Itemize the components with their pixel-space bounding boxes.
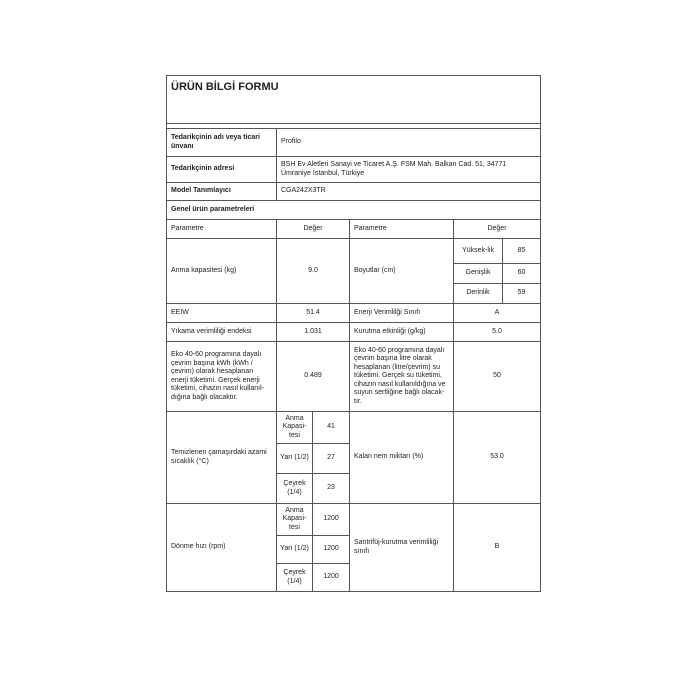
dimensions-label: Boyutlar (cm) [350, 239, 454, 304]
dimension-depth-value: 59 [503, 284, 541, 304]
energy-consumption-value: 0.489 [277, 342, 350, 412]
temp-rated-value: 41 [313, 412, 350, 444]
header-param-right: Parametre [350, 220, 454, 239]
supplier-name-value: Profilo [277, 129, 541, 157]
max-temperature-label: Temizlenen çamaşırdaki azami sıcaklık (°C) [167, 412, 277, 504]
washing-efficiency-label: Yıkama verimliliği endeksi [167, 323, 277, 342]
spin-drying-class-value: B [454, 504, 541, 592]
supplier-address-value: BSH Ev Aletleri Sanayi ve Ticaret A.Ş. FSM Mah. Balkan Cad. 51, 34771 Ümraniye İstanbul, Türkiye [277, 157, 541, 183]
dimension-width-label: Genişlik [454, 264, 503, 284]
spin-rated-value: 1200 [313, 504, 350, 536]
water-consumption-label: Eko 40-60 programına dayalı çevrim başına litre olarak hesaplanan (litre/çevrim) su tüketimi. Gerçek su tüketimi, cihazın nasıl kullanıldığına ve suyun sertliğine bağlı olacak-tır. [350, 342, 454, 412]
spin-half-label: Yarı (1/2) [277, 536, 313, 564]
drying-efficiency-label: Kurutma etkinliği (g/kg) [350, 323, 454, 342]
spin-quarter-value: 1200 [313, 564, 350, 592]
spin-speed-label: Dönme hızı (rpm) [167, 504, 277, 592]
water-consumption-value: 50 [454, 342, 541, 412]
spin-rated-label: Anma Kapasi-tesi [277, 504, 313, 536]
residual-moisture-value: 53.0 [454, 412, 541, 504]
dimension-depth-label: Derinlik [454, 284, 503, 304]
rated-capacity-value: 9.0 [277, 239, 350, 304]
dimension-height-value: 85 [503, 239, 541, 264]
energy-class-value: A [454, 304, 541, 323]
header-value-left: Değer [277, 220, 350, 239]
drying-efficiency-value: 5.0 [454, 323, 541, 342]
spin-half-value: 1200 [313, 536, 350, 564]
temp-half-value: 27 [313, 444, 350, 474]
product-info-form [166, 75, 540, 592]
dimension-height-label: Yüksek-lik [454, 239, 503, 264]
header-value-right: Değer [454, 220, 541, 239]
spin-quarter-label: Çeyrek (1/4) [277, 564, 313, 592]
model-value: CGA242X3TR [277, 183, 541, 201]
header-param-left: Parametre [167, 220, 277, 239]
supplier-name-label: Tedarikçinin adı veya ticari ünvanı [167, 129, 277, 157]
eeiw-label: EEIW [167, 304, 277, 323]
general-heading: Genel ürün parametreleri [167, 201, 541, 220]
product-info-table [166, 75, 541, 592]
rated-capacity-label: Anma kapasitesi (kg) [167, 239, 277, 304]
model-label: Model Tanımlayıcı [167, 183, 277, 201]
temp-quarter-value: 23 [313, 474, 350, 504]
eeiw-value: 51.4 [277, 304, 350, 323]
form-title: ÜRÜN BİLGİ FORMU [167, 76, 541, 124]
temp-half-label: Yarı (1/2) [277, 444, 313, 474]
energy-consumption-label: Eko 40-60 programına dayalı çevrim başına kWh (kWh / çevrim) olarak hesaplanan enerji tüketimi. Gerçek enerji tüketimi, cihazın nasıl kullanıl-dığına bağlı olacaktır. [167, 342, 277, 412]
temp-rated-label: Anma Kapasi-tesi [277, 412, 313, 444]
residual-moisture-label: Kalan nem miktarı (%) [350, 412, 454, 504]
washing-efficiency-value: 1.031 [277, 323, 350, 342]
spin-drying-class-label: Santrifüj-kurutma verimliliği sınıfı [350, 504, 454, 592]
supplier-address-label: Tedarikçinin adresi [167, 157, 277, 183]
energy-class-label: Enerji Verimlilği Sınıfı [350, 304, 454, 323]
temp-quarter-label: Çeyrek (1/4) [277, 474, 313, 504]
dimension-width-value: 60 [503, 264, 541, 284]
